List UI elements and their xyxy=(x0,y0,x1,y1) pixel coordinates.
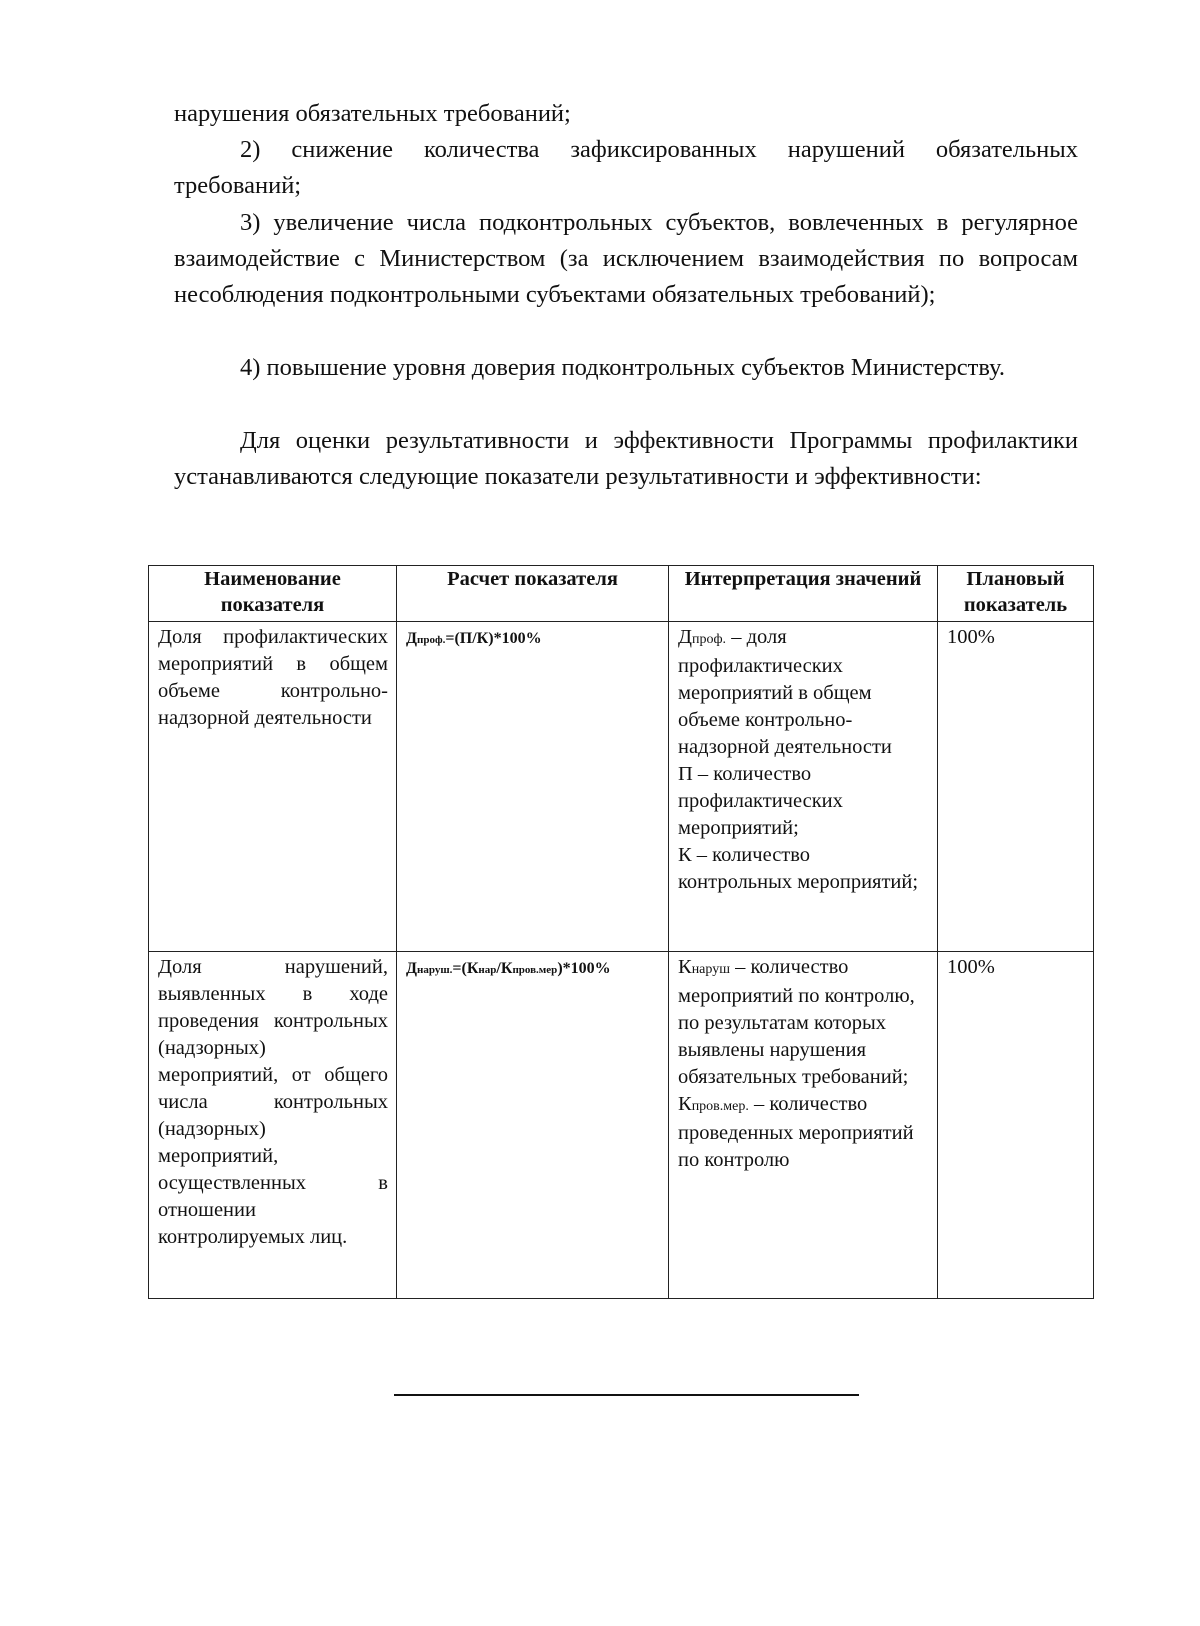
indicators-table xyxy=(148,565,1094,1299)
interpretation-line: П – количество профилактических мероприятий; xyxy=(678,763,843,839)
closing-divider-line xyxy=(394,1394,859,1396)
header-target-value: Плановый показатель xyxy=(938,566,1094,622)
formula-cell xyxy=(397,952,669,1299)
formula: Днаруш.=(Кнар/Кпров.мер)*100% xyxy=(406,960,611,977)
interpretation-line: Кпров.мер. – количество проведенных мероприятий по контролю xyxy=(678,1093,914,1171)
interpretation-line: Дпроф. – доля профилактических мероприятий в общем объеме контрольно-надзорной деятельности xyxy=(678,626,892,758)
header-interpretation: Интерпретация значений xyxy=(669,566,938,622)
formula-cell xyxy=(397,622,669,952)
paragraph-item-3: 3) увеличение числа подконтрольных субъектов, вовлеченных в регулярное взаимодействие с Министерством (за исключением взаимодействия по вопросам несоблюдения подконтрольными субъектами обязательных требований); xyxy=(174,209,1078,308)
interpretation-line: К – количество контрольных мероприятий; xyxy=(678,844,919,893)
paragraph-item-2: 2) снижение количества зафиксированных нарушений обязательных требований; xyxy=(174,136,1078,199)
target-value-cell: 100% xyxy=(938,952,1094,1299)
target-value-cell: 100% xyxy=(938,622,1094,952)
table-header-row xyxy=(149,566,1094,622)
formula: Дпроф.=(П/К)*100% xyxy=(406,630,542,647)
table-row xyxy=(149,952,1094,1299)
indicator-name-cell: Доля профилактических мероприятий в общем объеме контрольно-надзорной деятельности xyxy=(149,622,397,952)
paragraph-intro-indicators: Для оценки результативности и эффективности Программы профилактики устанавливаются следующие показатели результативности и эффективности: xyxy=(174,427,1078,490)
paragraph-continuation: нарушения обязательных требований; xyxy=(174,100,571,127)
interpretation-cell xyxy=(669,952,938,1299)
interpretation-line: Кнаруш – количество мероприятий по контролю, по результатам которых выявлены нарушения обязательных требований; xyxy=(678,956,915,1088)
indicator-name-cell: Доля нарушений, выявленных в ходе проведения контрольных (надзорных) мероприятий, от общего числа контрольных (надзорных) мероприятий, осуществленных в отношении контролируемых лиц. xyxy=(149,952,397,1299)
interpretation-cell xyxy=(669,622,938,952)
table-row xyxy=(149,622,1094,952)
paragraph-item-4: 4) повышение уровня доверия подконтрольных субъектов Министерству. xyxy=(240,354,1005,381)
header-indicator-name: Наименование показателя xyxy=(149,566,397,622)
header-calculation: Расчет показателя xyxy=(397,566,669,622)
